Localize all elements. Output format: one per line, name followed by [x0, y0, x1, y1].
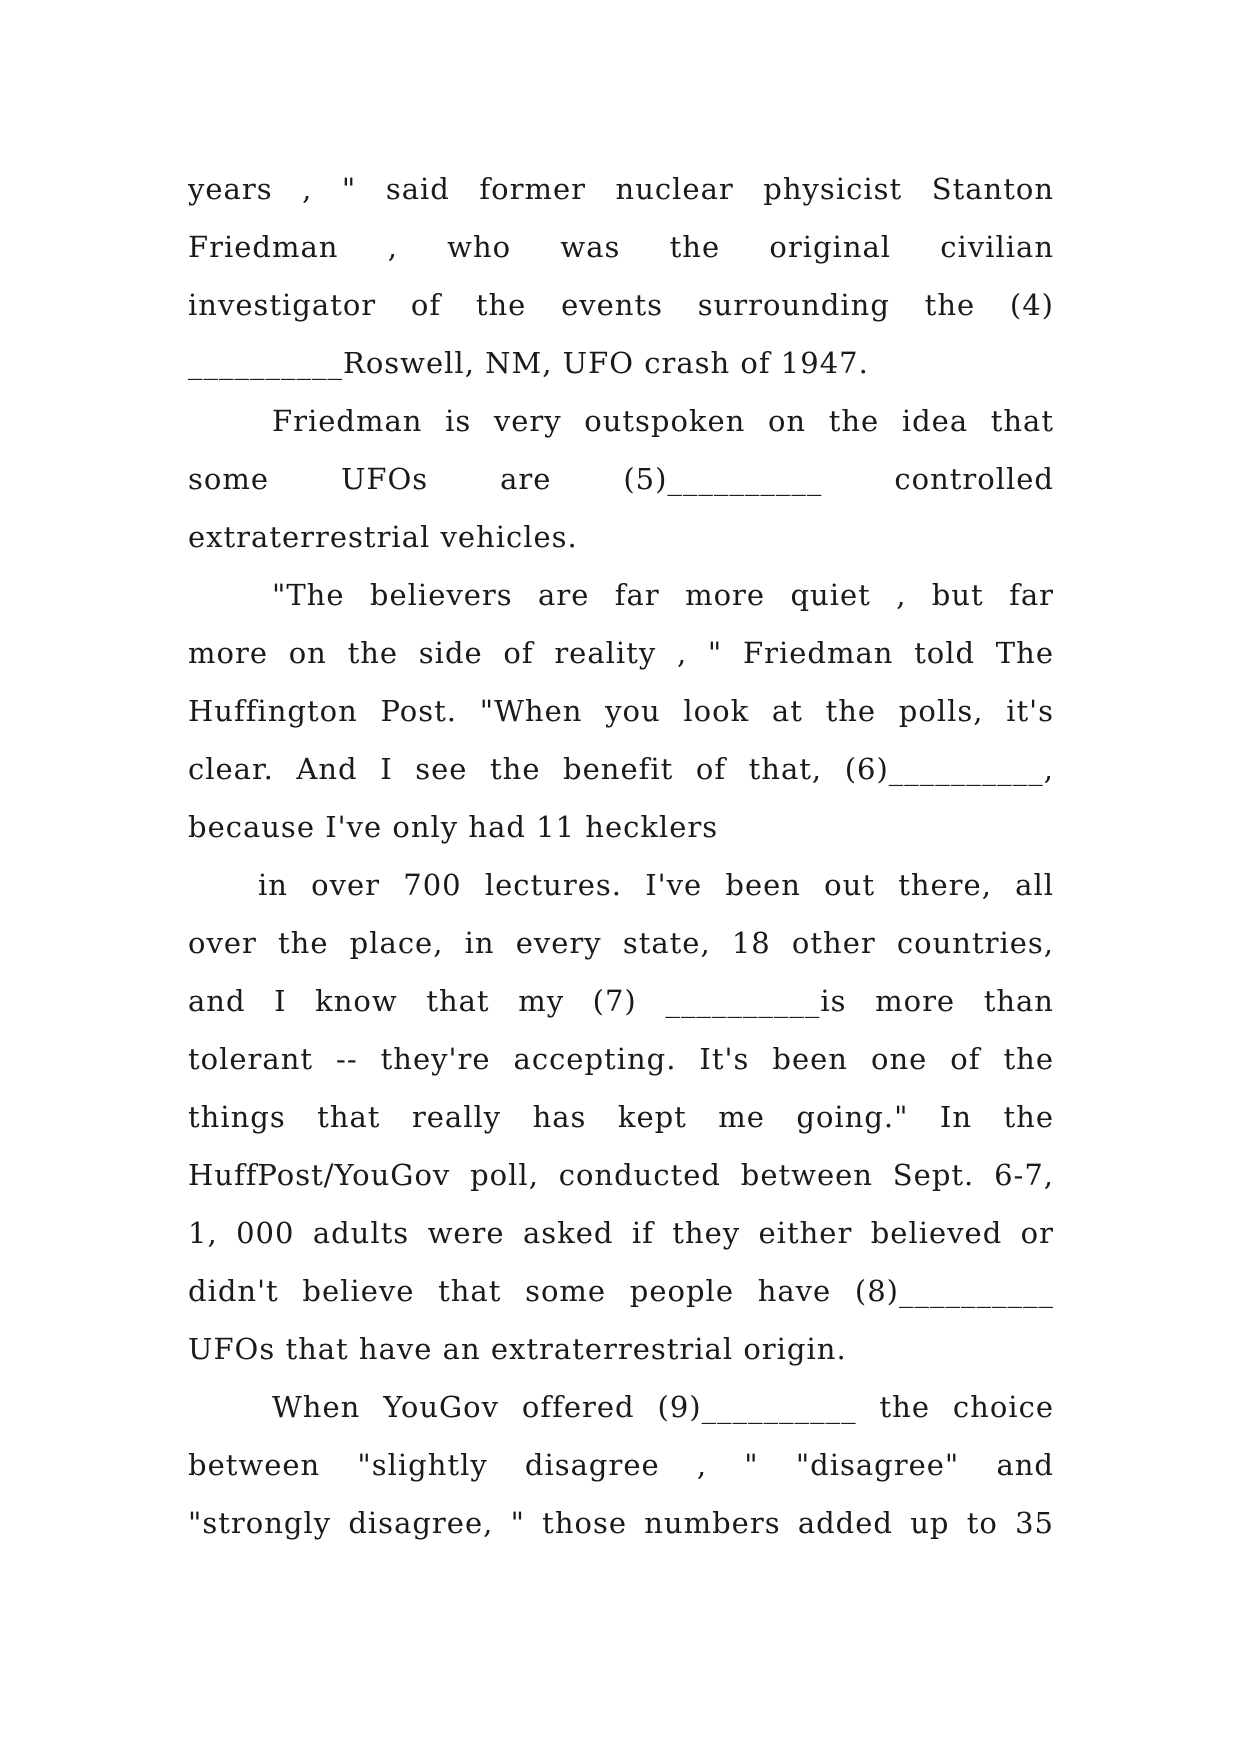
text-line: clear. And I see the benefit of that, (6)__________,	[188, 752, 1054, 786]
text-line: years , " said former nuclear physicist Stanton	[188, 172, 1054, 206]
text-line: things that really has kept me going." In the	[188, 1100, 1054, 1134]
text-line: didn't believe that some people have (8)__________	[188, 1274, 1054, 1308]
text-line: Huffington Post. "When you look at the polls, it's	[188, 694, 1054, 728]
text-line: some UFOs are (5)__________ controlled	[188, 462, 1054, 496]
text-line: between "slightly disagree , " "disagree" and	[188, 1448, 1054, 1482]
text-line: UFOs that have an extraterrestrial origin.	[188, 1332, 847, 1366]
text-line: When YouGov offered (9)__________ the choice	[272, 1390, 1054, 1424]
text-line: Friedman , who was the original civilian	[188, 230, 1054, 264]
text-line: "strongly disagree, " those numbers added up to 35	[188, 1506, 1054, 1540]
text-line: in over 700 lectures. I've been out there, all	[258, 868, 1054, 902]
text-line: 1, 000 adults were asked if they either believed or	[188, 1216, 1054, 1250]
text-line: more on the side of reality , " Friedman told The	[188, 636, 1054, 670]
text-line: Friedman is very outspoken on the idea that	[272, 404, 1054, 438]
text-line: __________Roswell, NM, UFO crash of 1947.	[188, 346, 869, 380]
text-line: and I know that my (7) __________is more than	[188, 984, 1054, 1018]
text-line: "The believers are far more quiet , but far	[272, 578, 1054, 612]
text-line: over the place, in every state, 18 other countries,	[188, 926, 1054, 960]
text-line: HuffPost/YouGov poll, conducted between Sept. 6-7,	[188, 1158, 1054, 1192]
text-line: investigator of the events surrounding the (4)	[188, 288, 1054, 322]
document-body	[188, 160, 1054, 1552]
text-line: tolerant -- they're accepting. It's been one of the	[188, 1042, 1054, 1076]
text-line: because I've only had 11 hecklers	[188, 810, 719, 844]
text-line: extraterrestrial vehicles.	[188, 520, 578, 554]
